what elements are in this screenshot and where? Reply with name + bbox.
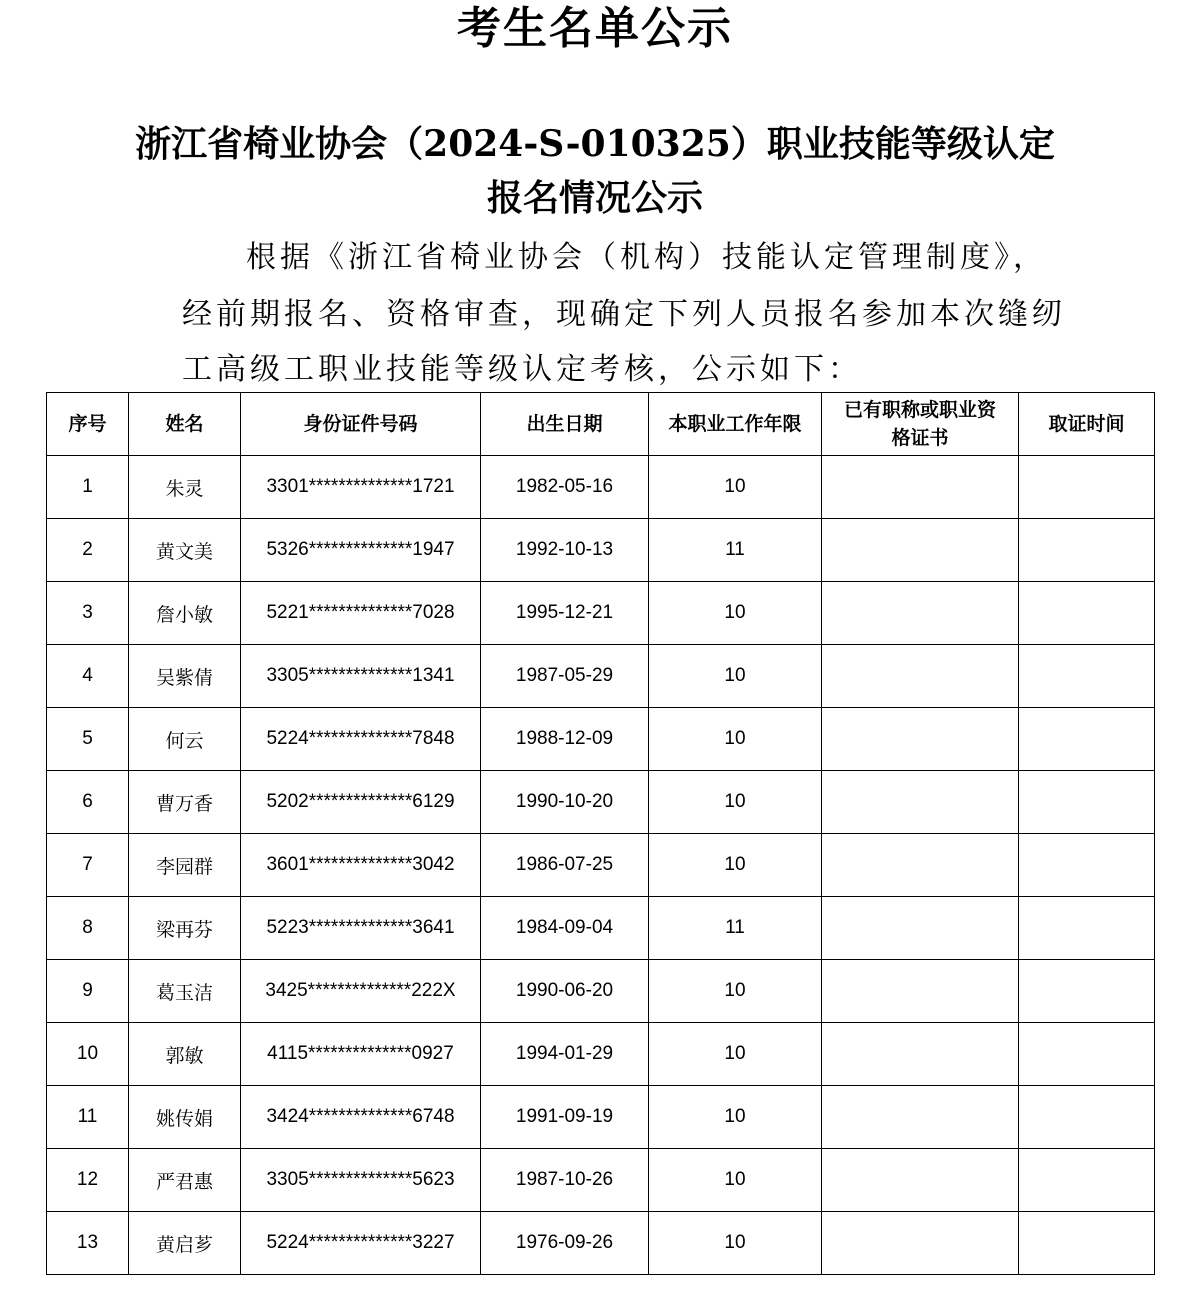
cell-seq: 5 bbox=[47, 708, 129, 771]
cell-birth-date: 1990-06-20 bbox=[481, 960, 649, 1023]
cell-cert-time bbox=[1019, 519, 1155, 582]
cell-seq: 7 bbox=[47, 834, 129, 897]
cell-name: 梁再芬 bbox=[129, 897, 241, 960]
table-body bbox=[47, 456, 1155, 1275]
notice-subtitle-line-2: 报名情况公示 bbox=[486, 177, 703, 219]
cell-cert-time bbox=[1019, 834, 1155, 897]
cell-cert-time bbox=[1019, 960, 1155, 1023]
cell-seq: 13 bbox=[47, 1212, 129, 1275]
cell-name: 曹万香 bbox=[129, 771, 241, 834]
table-header-row bbox=[47, 393, 1155, 456]
table-row bbox=[47, 834, 1155, 897]
cell-id-number: 3601**************3042 bbox=[241, 834, 481, 897]
cell-work-years: 10 bbox=[649, 960, 822, 1023]
cell-seq: 4 bbox=[47, 645, 129, 708]
table-row bbox=[47, 771, 1155, 834]
cell-work-years: 10 bbox=[649, 834, 822, 897]
table-row bbox=[47, 645, 1155, 708]
header-cert-time: 取证时间 bbox=[1019, 393, 1155, 456]
cell-name: 葛玉洁 bbox=[129, 960, 241, 1023]
cell-id-number: 3305**************1341 bbox=[241, 645, 481, 708]
cell-seq: 10 bbox=[47, 1023, 129, 1086]
cell-work-years: 10 bbox=[649, 708, 822, 771]
header-work-years: 本职业工作年限 bbox=[649, 393, 822, 456]
cell-certificate bbox=[822, 960, 1019, 1023]
cell-birth-date: 1982-05-16 bbox=[481, 456, 649, 519]
cell-work-years: 10 bbox=[649, 1023, 822, 1086]
cell-birth-date: 1984-09-04 bbox=[481, 897, 649, 960]
cell-certificate bbox=[822, 1212, 1019, 1275]
cell-id-number: 3425**************222X bbox=[241, 960, 481, 1023]
header-id-number: 身份证件号码 bbox=[241, 393, 481, 456]
cell-name: 郭敏 bbox=[129, 1023, 241, 1086]
cell-id-number: 3305**************5623 bbox=[241, 1149, 481, 1212]
cell-birth-date: 1994-01-29 bbox=[481, 1023, 649, 1086]
cell-id-number: 5221**************7028 bbox=[241, 582, 481, 645]
cell-work-years: 10 bbox=[649, 1149, 822, 1212]
table-row bbox=[47, 708, 1155, 771]
cell-id-number: 3424**************6748 bbox=[241, 1086, 481, 1149]
cell-birth-date: 1976-09-26 bbox=[481, 1212, 649, 1275]
cell-id-number: 4115**************0927 bbox=[241, 1023, 481, 1086]
intro-paragraph-line-1: 根据《浙江省椅业协会（机构）技能认定管理制度》， bbox=[246, 240, 1047, 275]
cell-certificate bbox=[822, 456, 1019, 519]
table-row bbox=[47, 456, 1155, 519]
cell-name: 黄启芗 bbox=[129, 1212, 241, 1275]
cell-work-years: 10 bbox=[649, 771, 822, 834]
cell-certificate bbox=[822, 1023, 1019, 1086]
cell-cert-time bbox=[1019, 1149, 1155, 1212]
cell-name: 姚传娟 bbox=[129, 1086, 241, 1149]
cell-certificate bbox=[822, 708, 1019, 771]
cell-certificate bbox=[822, 1149, 1019, 1212]
candidate-table bbox=[46, 392, 1155, 1275]
cell-name: 何云 bbox=[129, 708, 241, 771]
cell-work-years: 10 bbox=[649, 1212, 822, 1275]
cell-seq: 2 bbox=[47, 519, 129, 582]
table-row bbox=[47, 1023, 1155, 1086]
cell-seq: 9 bbox=[47, 960, 129, 1023]
cell-seq: 11 bbox=[47, 1086, 129, 1149]
cell-certificate bbox=[822, 582, 1019, 645]
header-birth-date: 出生日期 bbox=[481, 393, 649, 456]
cell-cert-time bbox=[1019, 1086, 1155, 1149]
cell-id-number: 3301**************1721 bbox=[241, 456, 481, 519]
cell-cert-time bbox=[1019, 897, 1155, 960]
table-row bbox=[47, 1212, 1155, 1275]
cell-birth-date: 1995-12-21 bbox=[481, 582, 649, 645]
cell-cert-time bbox=[1019, 582, 1155, 645]
cell-work-years: 10 bbox=[649, 456, 822, 519]
cell-birth-date: 1988-12-09 bbox=[481, 708, 649, 771]
cell-work-years: 10 bbox=[649, 582, 822, 645]
cell-work-years: 10 bbox=[649, 645, 822, 708]
cell-id-number: 5326**************1947 bbox=[241, 519, 481, 582]
cell-name: 詹小敏 bbox=[129, 582, 241, 645]
cell-certificate bbox=[822, 519, 1019, 582]
intro-paragraph-line-2: 经前期报名、资格审查，现确定下列人员报名参加本次缝纫 bbox=[182, 297, 1066, 332]
header-seq: 序号 bbox=[47, 393, 129, 456]
header-name: 姓名 bbox=[129, 393, 241, 456]
cell-id-number: 5224**************3227 bbox=[241, 1212, 481, 1275]
header-certificate-line-1: 已有职称或职业资 bbox=[843, 399, 996, 421]
header-certificate bbox=[822, 393, 1019, 456]
cell-name: 李园群 bbox=[129, 834, 241, 897]
cell-cert-time bbox=[1019, 645, 1155, 708]
cell-birth-date: 1987-10-26 bbox=[481, 1149, 649, 1212]
cell-seq: 1 bbox=[47, 456, 129, 519]
table-row bbox=[47, 519, 1155, 582]
cell-cert-time bbox=[1019, 771, 1155, 834]
cell-certificate bbox=[822, 834, 1019, 897]
table-row bbox=[47, 960, 1155, 1023]
cell-certificate bbox=[822, 645, 1019, 708]
header-certificate-line-2: 格证书 bbox=[891, 427, 949, 449]
table-row bbox=[47, 897, 1155, 960]
cell-name: 严君惠 bbox=[129, 1149, 241, 1212]
table-row bbox=[47, 1086, 1155, 1149]
cell-name: 吴紫倩 bbox=[129, 645, 241, 708]
cell-work-years: 10 bbox=[649, 1086, 822, 1149]
cell-certificate bbox=[822, 771, 1019, 834]
cell-cert-time bbox=[1019, 456, 1155, 519]
cell-birth-date: 1990-10-20 bbox=[481, 771, 649, 834]
cell-seq: 6 bbox=[47, 771, 129, 834]
cell-work-years: 11 bbox=[649, 519, 822, 582]
table-row bbox=[47, 582, 1155, 645]
cell-name: 朱灵 bbox=[129, 456, 241, 519]
cell-certificate bbox=[822, 897, 1019, 960]
cell-seq: 8 bbox=[47, 897, 129, 960]
notice-subtitle-line-1: 浙江省椅业协会（2024-S-010325）职业技能等级认定 bbox=[135, 123, 1055, 165]
cell-birth-date: 1991-09-19 bbox=[481, 1086, 649, 1149]
cell-cert-time bbox=[1019, 1023, 1155, 1086]
cell-id-number: 5224**************7848 bbox=[241, 708, 481, 771]
cell-name: 黄文美 bbox=[129, 519, 241, 582]
cell-birth-date: 1987-05-29 bbox=[481, 645, 649, 708]
table-row bbox=[47, 1149, 1155, 1212]
cell-seq: 12 bbox=[47, 1149, 129, 1212]
cell-birth-date: 1992-10-13 bbox=[481, 519, 649, 582]
cell-id-number: 5223**************3641 bbox=[241, 897, 481, 960]
cell-birth-date: 1986-07-25 bbox=[481, 834, 649, 897]
page-title: 考生名单公示 bbox=[457, 3, 733, 54]
intro-paragraph-line-3: 工高级工职业技能等级认定考核，公示如下： bbox=[182, 352, 862, 387]
cell-seq: 3 bbox=[47, 582, 129, 645]
cell-certificate bbox=[822, 1086, 1019, 1149]
cell-cert-time bbox=[1019, 708, 1155, 771]
cell-work-years: 11 bbox=[649, 897, 822, 960]
cell-cert-time bbox=[1019, 1212, 1155, 1275]
cell-id-number: 5202**************6129 bbox=[241, 771, 481, 834]
